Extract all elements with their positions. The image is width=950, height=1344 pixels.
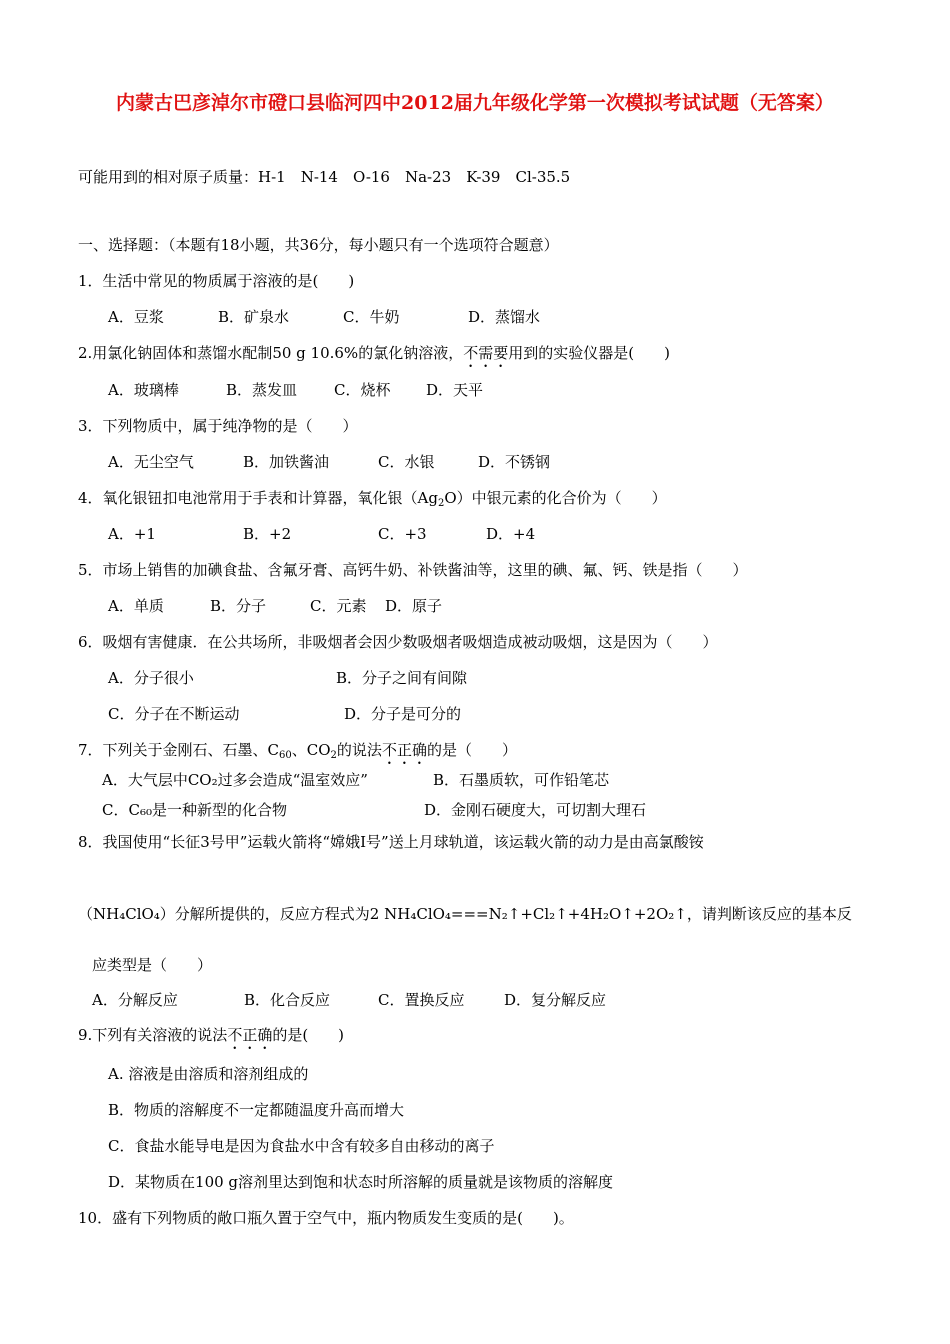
atomic-masses: 可能用到的相对原子质量：H-1 N-14 O-16 Na-23 K-39 Cl-35.5: [78, 168, 571, 186]
question-9-option-a: A. 溶液是由溶质和溶剂组成的: [108, 1065, 309, 1083]
question-4: 4．氧化银钮扣电池常用于手表和计算器，氧化银$(Ag_2O)$中银元素的化合价为（ ）: [78, 489, 667, 509]
option: D．原子: [385, 597, 443, 615]
question-5-options: [108, 596, 442, 616]
emphasis-text: 不需要: [463, 344, 509, 362]
option: A．分子很小: [108, 669, 194, 687]
option: B．+2: [243, 525, 292, 543]
question-8-options: [92, 990, 606, 1010]
option: B．矿泉水: [218, 308, 290, 326]
option: D．天平: [426, 381, 484, 399]
option: C．置换反应: [378, 991, 465, 1009]
question-6-options-row1: [108, 668, 467, 688]
question-7-option-a: A．大气层中CO₂过多会造成“温室效应”: [102, 771, 368, 789]
option: C．牛奶: [343, 308, 400, 326]
question-6: 6．吸烟有害健康．在公共场所，非吸烟者会因少数吸烟者吸烟造成被动吸烟，这是因为（ ）: [78, 633, 718, 651]
question-9: 9.下列有关溶液的说法不正确的是( ): [78, 1026, 345, 1044]
question-6-options-row2: [108, 704, 461, 724]
option: C．元素: [310, 597, 367, 615]
question-8-line-3: 应类型是（ ）: [92, 956, 213, 974]
question-10: 10．盛有下列物质的敞口瓶久置于空气中，瓶内物质发生变质的是( )。: [78, 1209, 574, 1227]
question-2-options: [108, 380, 483, 400]
option: A．单质: [108, 597, 164, 615]
option: B．化合反应: [244, 991, 331, 1009]
question-8-line-1: 8．我国使用“长征3号甲”运载火箭将“嫦娥Ⅰ号”送上月球轨道，该运载火箭的动力是由高氯酸铵: [78, 833, 704, 851]
page-title: 内蒙古巴彦淖尔市磴口县临河四中2012届九年级化学第一次模拟考试试题（无答案）: [116, 92, 834, 114]
question-7-option-d: D．金刚石硬度大，可切割大理石: [424, 801, 647, 819]
question-5: 5．市场上销售的加碘食盐、含氟牙膏、高钙牛奶、补铁酱油等，这里的碘、氟、钙、铁是指（ ）: [78, 561, 748, 579]
section-heading: 一、选择题：（本题有18小题，共36分，每小题只有一个选项符合题意）: [78, 236, 559, 254]
question-3: 3．下列物质中，属于纯净物的是（ ）: [78, 417, 358, 435]
question-2: 2.用氯化钠固体和蒸馏水配制50 g 10.6%的氯化钠溶液，不需要用到的实验仪器是( ): [78, 344, 670, 362]
option: C．水银: [378, 453, 435, 471]
option: B．加铁酱油: [243, 453, 330, 471]
question-8-line-2: （NH₄ClO₄）分解所提供的，反应方程式为2 NH₄ClO₄===N₂↑+Cl₂↑+4H₂O↑+2O₂↑，请判断该反应的基本反: [78, 905, 852, 923]
option: B．蒸发皿: [226, 381, 298, 399]
question-7-option-b: B．石墨质软，可作铅笔芯: [433, 771, 610, 789]
option: A．+1: [108, 525, 156, 543]
emphasis-text: 不正确: [381, 741, 427, 759]
option: D．不锈钢: [478, 453, 551, 471]
question-1-options: [108, 307, 540, 327]
question-7: 7．下列关于金刚石、石墨、$C_{60}$、$CO_2$的说法不正确的是（ ）: [78, 741, 517, 761]
question-9-option-c: C．食盐水能导电是因为食盐水中含有较多自由移动的离子: [108, 1137, 495, 1155]
option: C．分子在不断运动: [108, 705, 240, 723]
option: D．蒸馏水: [468, 308, 541, 326]
option: B．分子之间有间隙: [336, 669, 468, 687]
option: A．豆浆: [108, 308, 164, 326]
question-9-option-d: D．某物质在100 g溶剂里达到饱和状态时所溶解的质量就是该物质的溶解度: [108, 1173, 614, 1191]
option: A．无尘空气: [108, 453, 194, 471]
option: B．分子: [210, 597, 267, 615]
option: C．+3: [378, 525, 427, 543]
question-4-options: [108, 524, 535, 544]
question-9-option-b: B．物质的溶解度不一定都随温度升高而增大: [108, 1101, 405, 1119]
option: C．烧杯: [334, 381, 391, 399]
option: D．分子是可分的: [344, 705, 462, 723]
option: A．分解反应: [92, 991, 178, 1009]
question-1: 1．生活中常见的物质属于溶液的是( ): [78, 272, 355, 290]
question-3-options: [108, 452, 550, 472]
option: D．复分解反应: [504, 991, 607, 1009]
option: A．玻璃棒: [108, 381, 179, 399]
emphasis-text: 不正确: [227, 1026, 273, 1044]
question-7-option-c: C．C₆₀是一种新型的化合物: [102, 801, 287, 819]
option: D．+4: [486, 525, 536, 543]
